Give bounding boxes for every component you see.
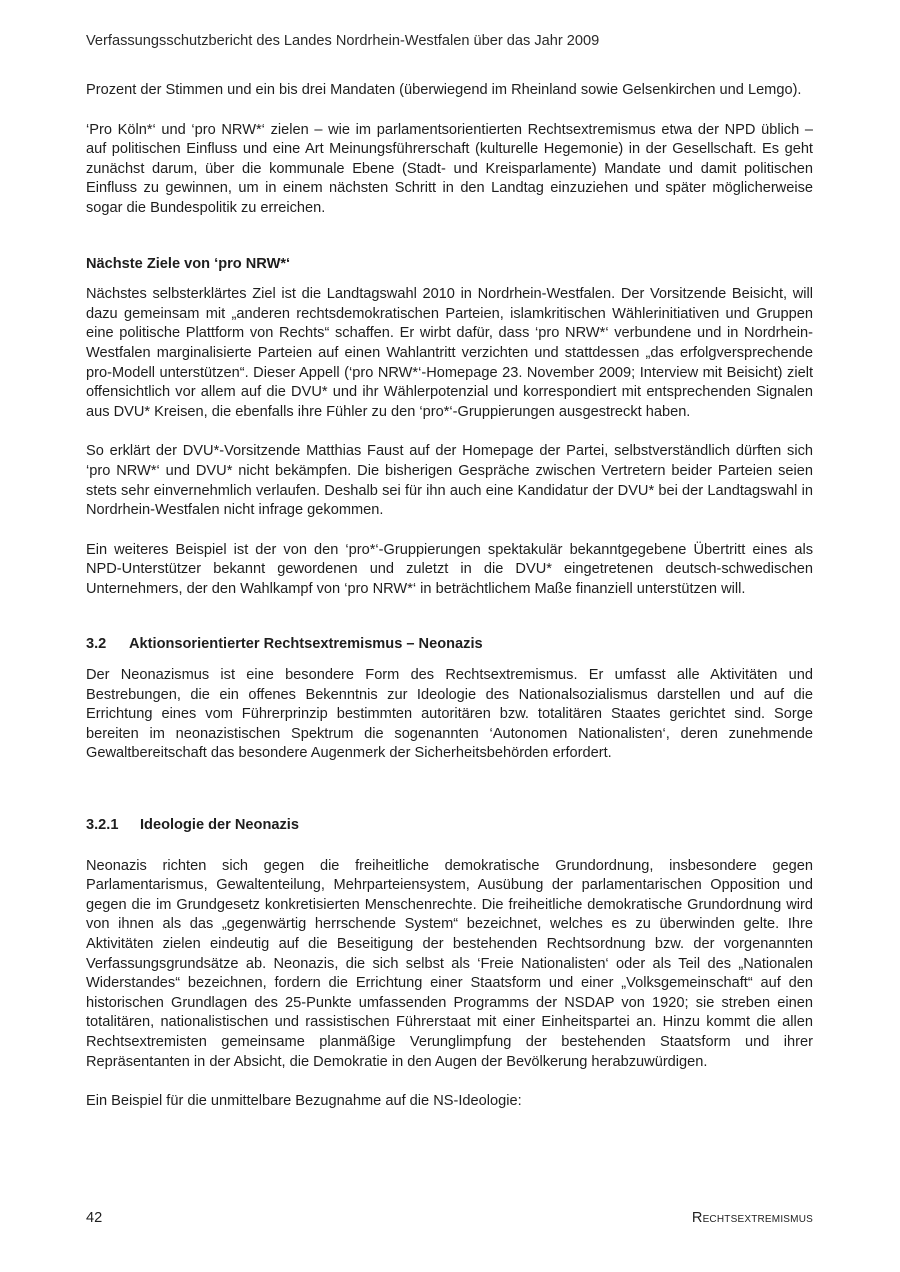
paragraph: Prozent der Stimmen und ein bis drei Mandaten (überwiegend im Rheinland sowie Gelsenkirchen und Lemgo).	[86, 82, 802, 98]
section-number: 3.2	[86, 636, 107, 653]
paragraph: ‘Pro Köln*‘ und ‘pro NRW*‘ zielen – wie im parlamentsorientierten Rechtsextremismus etwa der NPD üblich – auf politischen Einfluss und eine Art Meinungsführerschaft (kulturelle Hegemonie) in der Gesellschaft. Es geht zunächst darum, über die kommunale Ebene (Stadt- und Kreisparlamente) Mandate und damit politischen Einfluss zu gewinnen, um in einem nächsten Schritt in den Landtag einzuziehen und später möglicherweise sogar die Bundespolitik zu erreichen.	[86, 121, 813, 216]
paragraph: Neonazis richten sich gegen die freiheitliche demokratische Grundordnung, insbesondere gegen Parlamentarismus, Gewaltenteilung, Mehrparteiensystem, Ausübung der parlamentarischen Opposition und gegen die im Grundgesetz konkretisierten Menschenrechte. Die freiheitliche demokratische Grundordnung wird von ihnen als das „gegenwärtig herrschende System“ bezeichnet, welches es zu überwinden gelte. Ihre Aktivitäten zielen eindeutig auf die Beseitigung der bestehenden Rechtsordnung bzw. der vorgenannten Verfassungsgrundsätze ab. Neonazis, die sich selbst als ‘Freie Nationalisten‘ oder als Teil des „Nationalen Widerstandes“ bezeichnen, fordern die Errichtung einer Staatsform und einer „Volksgemeinschaft“ auf den historischen Grundlagen des 25-Punkte umfassenden Programms der NSDAP von 1920; sie streben einen totalitären, nationalistischen und rassistischen Führerstaat mit einer Einheitspartei an. Hinzu kommt die allen Rechtsextremisten gemeinsame planmäßige Verunglimpfung der bestehenden Staatsform und ihrer Repräsentanten in der Absicht, die Demokratie in den Augen der Bevölkerung herabzuwürdigen.	[86, 857, 813, 1070]
paragraph: Nächstes selbsterklärtes Ziel ist die Landtagswahl 2010 in Nordrhein-Westfalen. Der Vorsitzende Beisicht, will dazu gemeinsam mit „anderen rechtsdemokratischen Parteien, islamkritischen Wählerinitiativen und Gruppen eine politische Plattform von Rechts“ schaffen. Er wirbt dafür, dass ‘pro NRW*‘ verbundene und in Nordrhein-Westfalen marginalisierte Parteien auf einen Wahlantritt verzichten und stattdessen „das erfolgversprechende pro-Modell unterstützen“. Dieser Appell (‘pro NRW*‘-Homepage 23. November 2009; Interview mit Beisicht) zielt offensichtlich vor allem auf die DVU* und ihr Wählerpotenzial und korrespondiert mit entsprechenden Signalen aus DVU* Kreisen, die ebenfalls ihre Fühler zu den ‘pro*‘-Gruppierungen ausgestreckt haben.	[86, 286, 813, 420]
page-number: 42	[86, 1210, 103, 1226]
paragraph: So erklärt der DVU*-Vorsitzende Matthias Faust auf der Homepage der Partei, selbstverständlich dürften sich ‘pro NRW*‘ und DVU* nicht bekämpfen. Die bisherigen Gespräche zwischen Vertretern beider Parteien seien stets sehr einvernehmlich verlaufen. Deshalb sei für ihn auch eine Kandidatur der DVU* bei der Landtagswahl in Nordrhein-Westfalen nicht infrage gekommen.	[86, 443, 813, 519]
footer-section-label: Rechtsextremismus	[691, 1210, 813, 1226]
subsection-number: 3.2.1	[86, 817, 119, 834]
running-header: Verfassungsschutzbericht des Landes Nordrhein-Westfalen über das Jahr 2009	[86, 33, 600, 49]
page-body	[86, 81, 813, 1112]
paragraph: Der Neonazismus ist eine besondere Form des Rechtsextremismus. Er umfasst alle Aktivitäten und Bestrebungen, die ein offenes Bekenntnis zur Ideologie des Nationalsozialismus darstellen und auf die Errichtung eines vom Führerprinzip bestimmten autoritären bzw. totalitären Staates gerichtet sind. Sorge bereiten im neonazistischen Spektrum die sogenannten ‘Autonomen Nationalisten‘, deren zunehmende Gewaltbereitschaft das besondere Augenmerk der Sicherheitsbehörden erfordert.	[86, 667, 813, 762]
subsection-heading	[86, 816, 813, 836]
paragraph: Ein weiteres Beispiel ist der von den ‘pro*‘-Gruppierungen spektakulär bekanntgegebene Übertritt eines als NPD-Unterstützer bekannt gewordenen und zuletzt in die DVU* eingetretenen deutsch-schwedischen Unternehmers, der den Wahlkampf von ‘pro NRW*‘ in beträchtlichem Maße finanziell unterstützen will.	[86, 541, 813, 597]
subsection-title: Ideologie der Neonazis	[140, 817, 299, 834]
section-title: Aktionsorientierter Rechtsextremismus – Neonazis	[129, 636, 483, 653]
section-heading	[86, 635, 813, 655]
paragraph: Ein Beispiel für die unmittelbare Bezugnahme auf die NS-Ideologie:	[86, 1093, 522, 1110]
subheading-next-goals: Nächste Ziele von ‘pro NRW*‘	[86, 255, 291, 272]
